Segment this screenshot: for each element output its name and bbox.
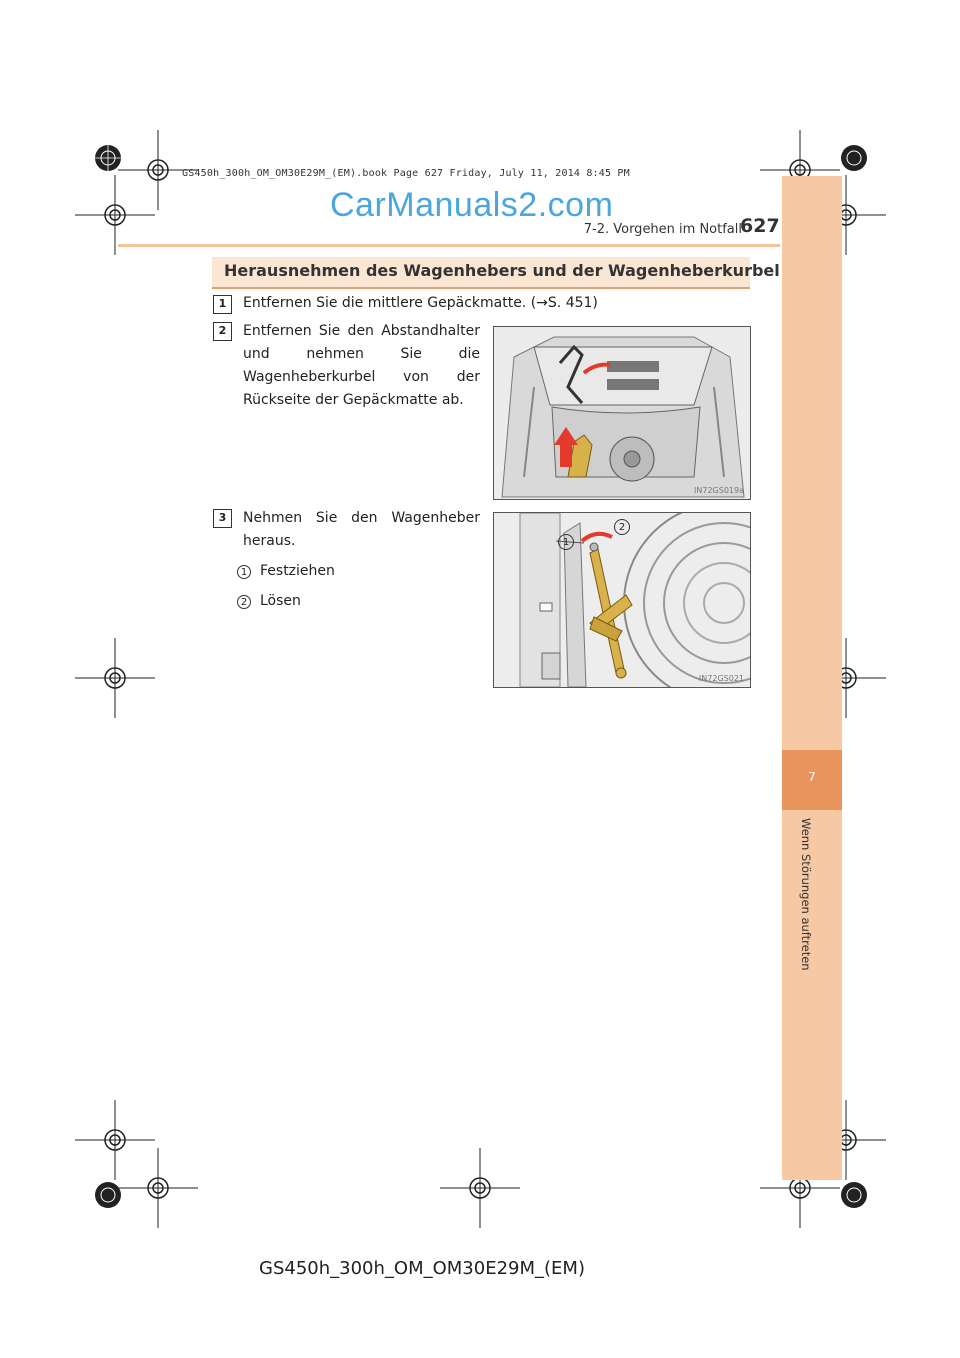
legend-label-2: Lösen <box>260 593 301 609</box>
registration-mark-cross-top-left-2 <box>75 175 155 255</box>
header-rule <box>118 244 780 247</box>
procedure-heading <box>212 257 780 289</box>
figure-callout-1: 1 <box>558 534 574 550</box>
chapter-side-tab <box>782 176 842 1180</box>
step-text-1: Entfernen Sie die mittlere Gepäckmatte. (→S. 451) <box>243 295 598 311</box>
figure-jack-removal <box>493 512 751 688</box>
chapter-title-vertical <box>797 818 817 978</box>
step-text-3: Nehmen Sie den Wagenheber heraus. <box>243 510 480 549</box>
figure-callout-2: 2 <box>614 519 630 535</box>
step-number-3: 3 <box>213 509 232 528</box>
step-number-2: 2 <box>213 322 232 341</box>
page-number: 627 <box>740 215 780 237</box>
registration-mark-cross-bottom-center <box>440 1148 520 1228</box>
figure-trunk-jack-handle <box>493 326 751 500</box>
registration-mark-cross-bottom-left-2 <box>118 1148 198 1228</box>
legend-number-1: 1 <box>237 565 251 579</box>
watermark: CarManuals2.com <box>330 186 614 224</box>
figure-code-2: IN72GS021 <box>698 674 744 683</box>
figure-code-1: IN72GS019a <box>694 486 744 495</box>
print-info: GS450h_300h_OM_OM30E29M_(EM).book Page 627 Friday, July 11, 2014 8:45 PM <box>182 168 630 179</box>
document-footer: GS450h_300h_OM_OM30E29M_(EM) <box>259 1258 585 1279</box>
section-title: 7-2. Vorgehen im Notfall <box>583 222 742 237</box>
step-number-1: 1 <box>213 295 232 314</box>
procedure-heading-text: Herausnehmen des Wagenhebers und der Wagenheberkurbel <box>224 261 780 280</box>
chapter-number: 7 <box>808 770 816 784</box>
chapter-title: Wenn Störungen auftreten <box>799 818 813 971</box>
registration-mark-cross-mid-left <box>75 638 155 718</box>
step-text-2: Entfernen Sie den Abstandhalter und nehmen Sie die Wagenheberkurbel von der Rückseite der Gepäckmatte ab. <box>243 323 480 408</box>
legend-number-2: 2 <box>237 595 251 609</box>
legend-label-1: Festziehen <box>260 563 335 579</box>
